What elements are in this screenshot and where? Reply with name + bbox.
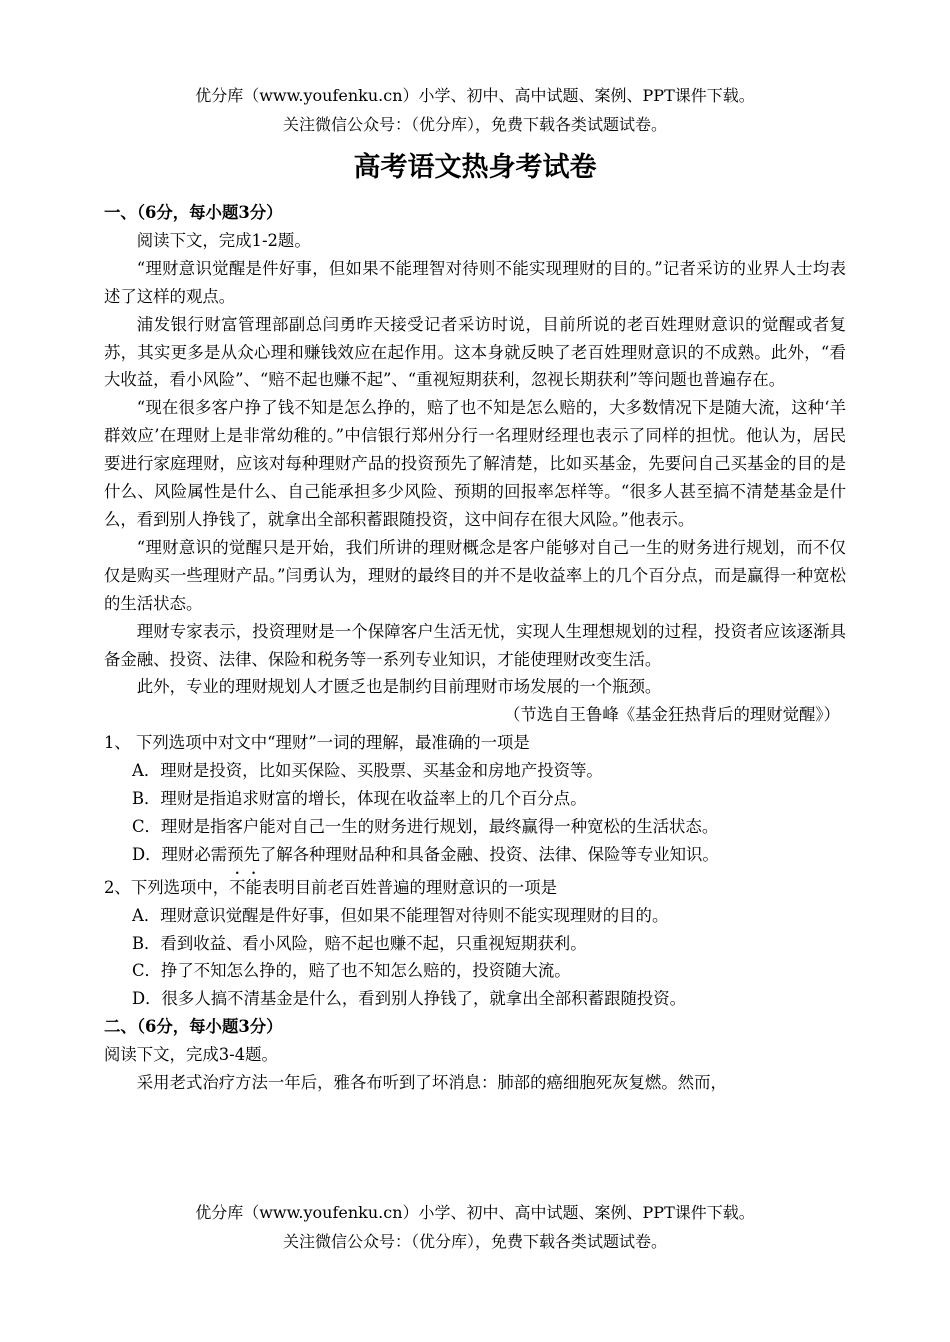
document-body [104, 199, 846, 1097]
question-2-stem-end: 表明目前老百姓普遍的理财意识的一项是 [261, 877, 557, 897]
page-title: 高考语文热身考试卷 [353, 152, 597, 183]
passage-paragraph: “理财意识觉醒是件好事，但如果不能理智对待则不能实现理财的目的。”记者采访的业界人士均表述了这样的观点。 [104, 258, 846, 306]
section-2-instruction: 阅读下文，完成3-4题。 [104, 1045, 278, 1065]
section-1-instruction: 阅读下文，完成1-2题。 [136, 230, 311, 250]
question-2-option-b: B．看到收益、看小风险，赔不起也赚不起，只重视短期获利。 [132, 933, 587, 953]
header-line-2: 关注微信公众号：（优分库），免费下载各类试题试卷。 [282, 115, 667, 134]
passage-paragraph: 理财专家表示，投资理财是一个保障客户生活无忧，实现人生理想规划的过程，投资者应该逐渐具备金融、投资、法律、保险和税务等一系列专业知识，才能使理财改变生活。 [104, 621, 846, 669]
question-2-option-a: A．理财意识觉醒是件好事，但如果不能理智对待则不能实现理财的目的。 [132, 905, 669, 925]
question-1-option-d: D．理财必需预先了解各种理财品种和具备金融、投资、法律、保险等专业知识。 [132, 844, 719, 864]
passage-paragraph: 浦发银行财富管理部副总闫勇昨天接受记者采访时说，目前所说的老百姓理财意识的觉醒或者复苏，其实更多是从众心理和赚钱效应在起作用。这本身就反映了老百姓理财意识的不成熟。此外，“看大收益，看小风险”、“赔不起也赚不起”、“重视短期获利，忽视长期获利”等问题也普遍存在。 [104, 314, 846, 390]
section-1-heading: 一、（6分，每小题3分） [104, 203, 283, 222]
footer-line-1: 优分库（www.youfenku.cn）小学、初中、高中试题、案例、PPT课件下载。 [195, 1203, 755, 1222]
question-2-stem-start: 2、下列选项中， [104, 877, 230, 897]
passage-paragraph: “现在很多客户挣了钱不知是怎么挣的，赔了也不知是怎么赔的，大多数情况下是随大流，这种‘羊群效应’在理财上是非常幼稚的。”中信银行郑州分行一名理财经理也表示了同样的担忧。他认为，居民要进行家庭理财，应该对每种理财产品的投资预先了解清楚，比如买基金，先要问自己买基金的目的是什么、风险属性是什么、自己能承担多少风险、预期的回报率怎样等。“很多人甚至搞不清楚基金是什么，看到别人挣钱了，就拿出全部积蓄跟随投资，这中间存在很大风险。”他表示。 [104, 398, 846, 529]
footer-line-2: 关注微信公众号：（优分库），免费下载各类试题试卷。 [282, 1232, 667, 1251]
question-2-stem [104, 869, 846, 902]
question-2-option-c: C．挣了不知怎么挣的，赔了也不知怎么赔的，投资随大流。 [132, 961, 571, 981]
question-1-option-c: C．理财是指客户能对自己一生的财务进行规划，最终赢得一种宽松的生活状态。 [132, 816, 719, 836]
passage-source: （节选自王鲁峰《基金狂热背后的理财觉醒》） [503, 705, 840, 725]
passage-paragraph: 此外，专业的理财规划人才匮乏也是制约目前理财市场发展的一个瓶颈。 [136, 677, 662, 697]
question-1-stem: 1、 下列选项中对文中“理财”一词的理解，最准确的一项是 [104, 733, 530, 753]
passage-paragraph: 采用老式治疗方法一年后，雅各布听到了坏消息：肺部的癌细胞死灰复燃。然而， [136, 1073, 727, 1093]
question-1-option-b: B．理财是指追求财富的增长，体现在收益率上的几个百分点。 [132, 789, 587, 809]
header-line-1: 优分库（www.youfenku.cn）小学、初中、高中试题、案例、PPT课件下载。 [195, 86, 755, 105]
question-1-option-a: A．理财是投资，比如买保险、买股票、买基金和房地产投资等。 [132, 761, 603, 781]
question-2-emphasis: 不能 [229, 877, 262, 897]
question-2-option-d: D．很多人搞不清基金是什么，看到别人挣钱了，就拿出全部积蓄跟随投资。 [132, 989, 687, 1009]
section-2-heading: 二、（6分，每小题3分） [104, 1017, 283, 1037]
passage-paragraph: “理财意识的觉醒只是开始，我们所讲的理财概念是客户能够对自己一生的财务进行规划，而不仅仅是购买一些理财产品。”闫勇认为，理财的最终目的并不是收益率上的几个百分点，而是赢得一种宽松的生活状态。 [104, 537, 846, 613]
